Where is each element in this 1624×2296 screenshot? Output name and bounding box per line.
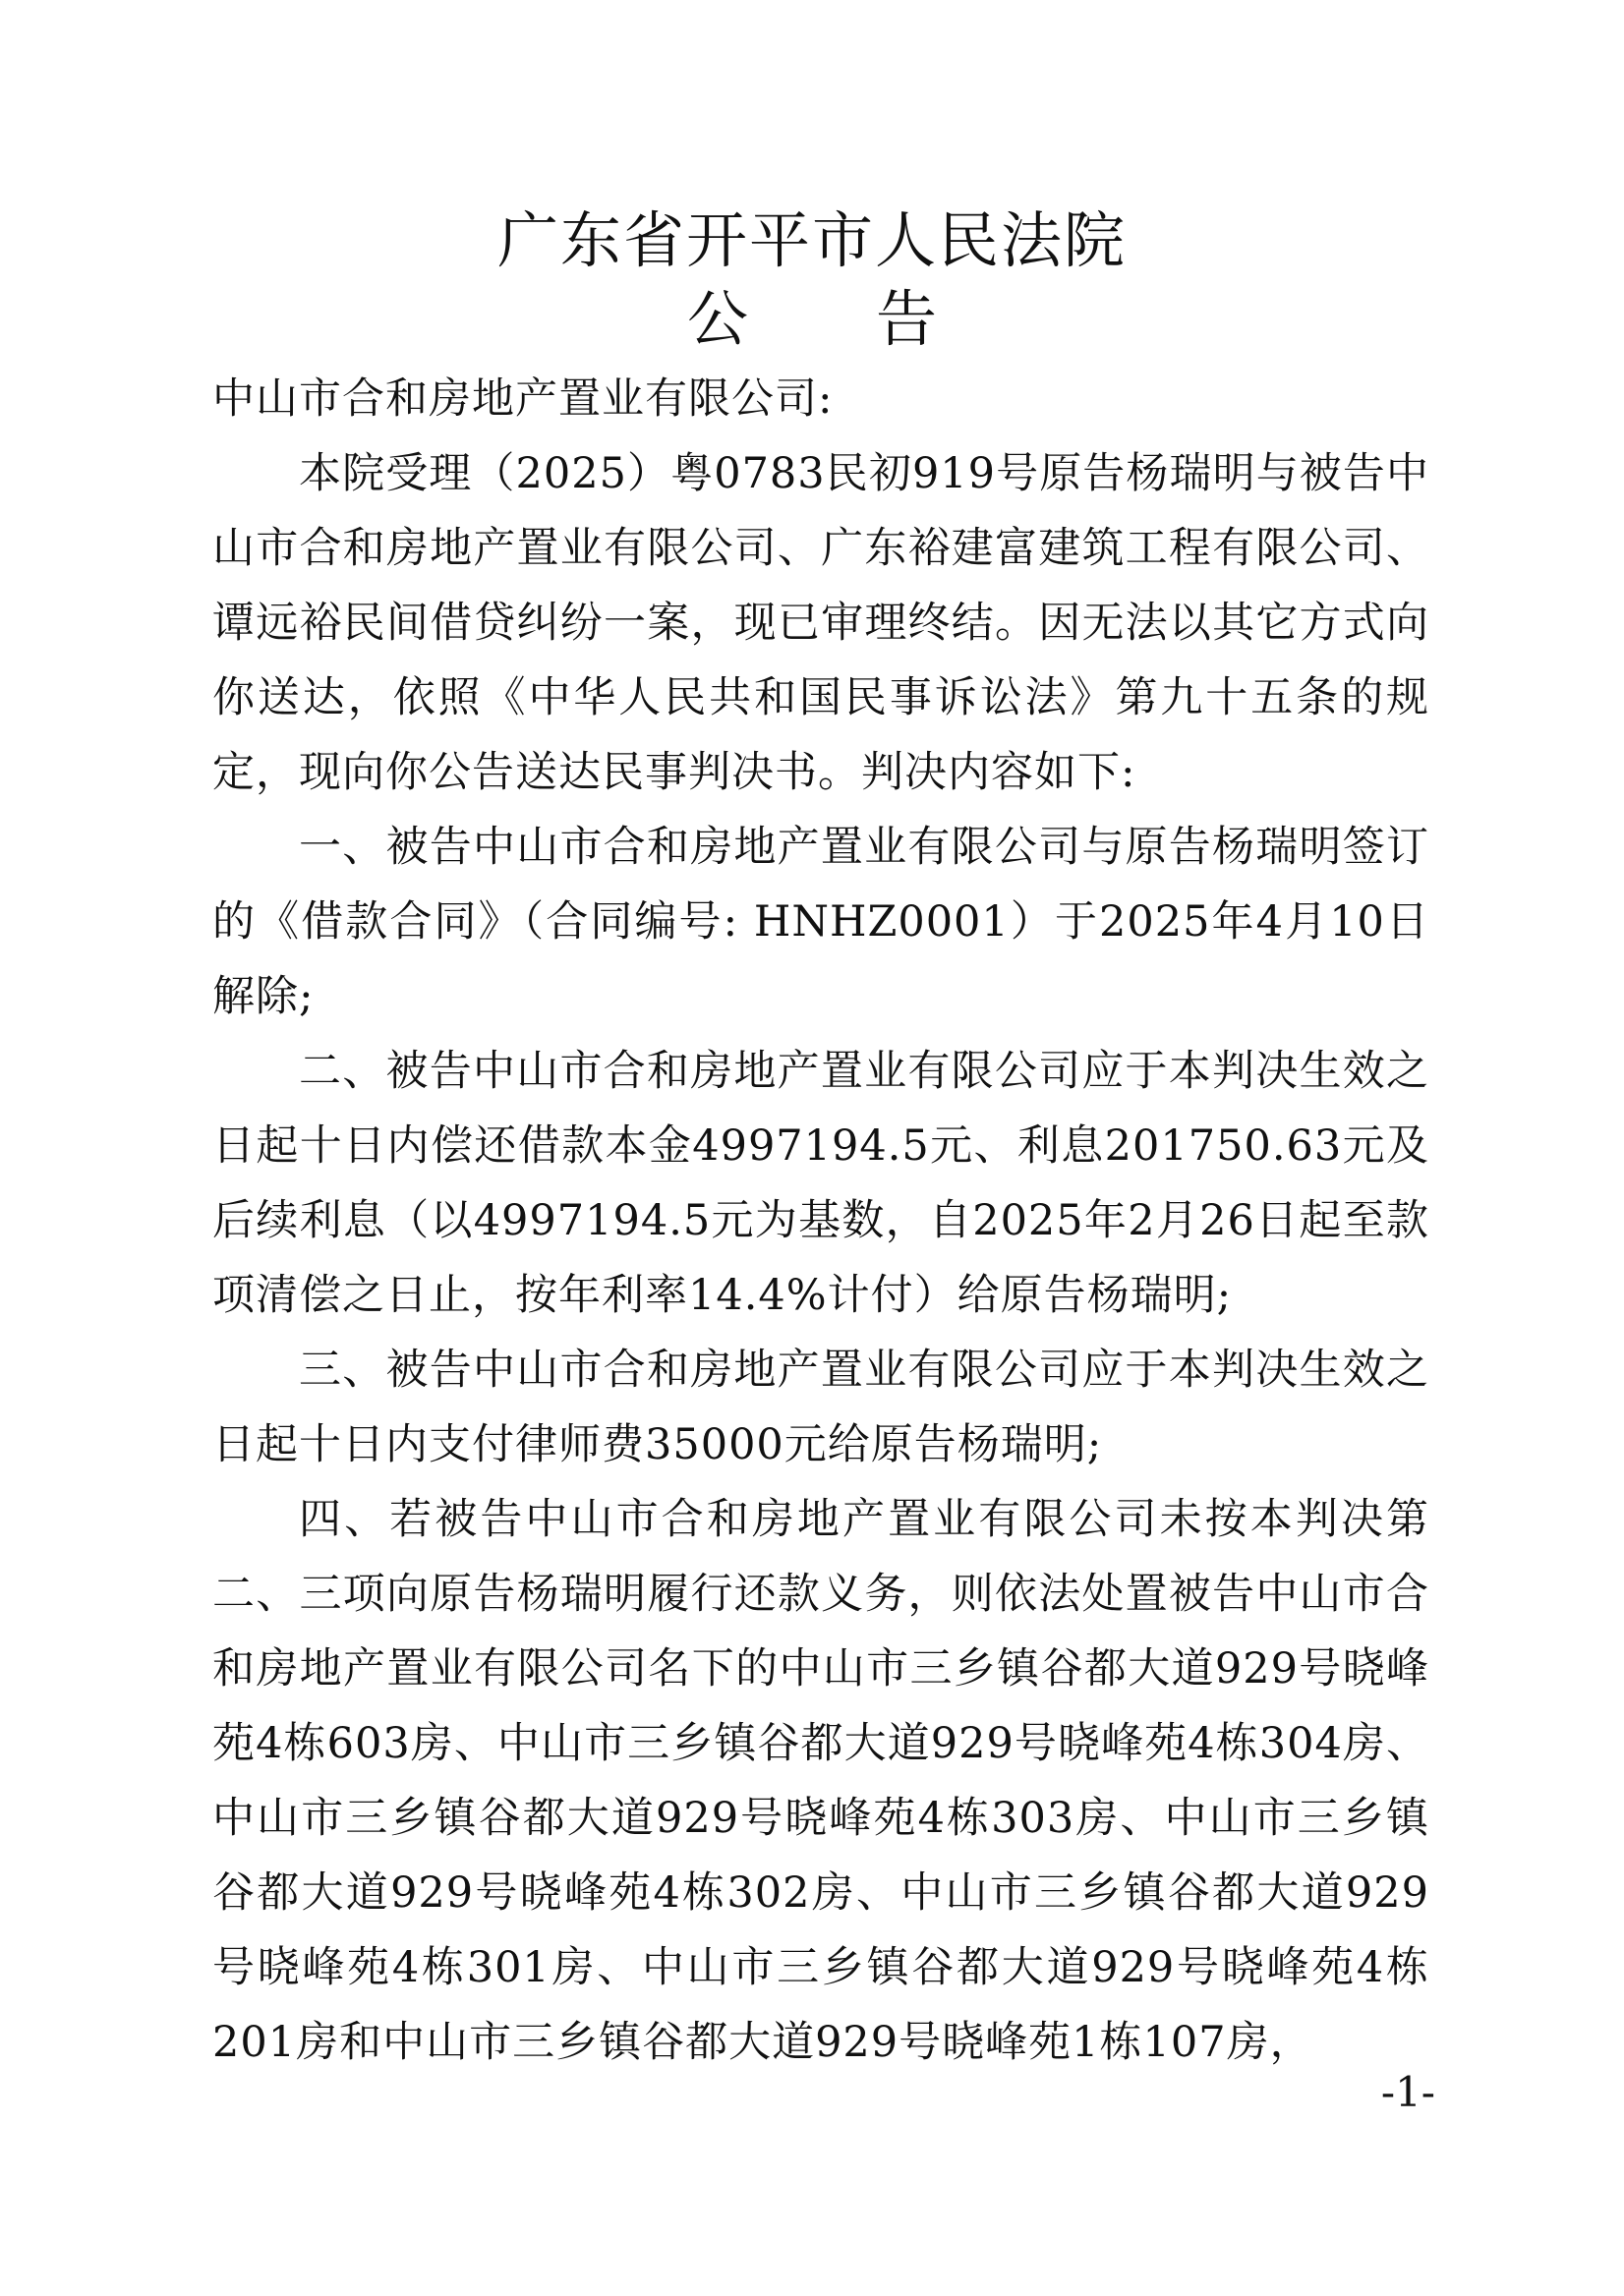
paragraph-item-4: 四、若被告中山市合和房地产置业有限公司未按本判决第二、三项向原告杨瑞明履行还款义务，则依法处置被告中山市合和房地产置业有限公司名下的中山市三乡镇谷都大道929号晓峰苑4栋603房、中山市三乡镇谷都大道929号晓峰苑4栋304房、中山市三乡镇谷都大道929号晓峰苑4栋303房、中山市三乡镇谷都大道929号晓峰苑4栋302房、中山市三乡镇谷都大道929号晓峰苑4栋301房、中山市三乡镇谷都大道929号晓峰苑4栋201房和中山市三乡镇谷都大道929号晓峰苑1栋107房， bbox=[212, 1495, 1429, 2067]
court-name-title: 广东省开平市人民法院 bbox=[496, 204, 1127, 276]
paragraph-intro: 本院受理（2025）粤0783民初919号原告杨瑞明与被告中山市合和房地产置业有限公司、广东裕建富建筑工程有限公司、谭远裕民间借贷纠纷一案，现已审理终结。因无法以其它方式向你送达，依照《中华人民共和国民事诉讼法》第九十五条的规定，现向你公告送达民事判决书。判决内容如下: bbox=[212, 449, 1429, 797]
document-type-char-1: 公 bbox=[686, 283, 748, 355]
paragraph-item-2: 二、被告中山市合和房地产置业有限公司应于本判决生效之日起十日内偿还借款本金4997194.5元、利息201750.63元及后续利息（以4997194.5元为基数，自2025年2月26日起至款项清偿之日止，按年利率14.4%计付）给原告杨瑞明; bbox=[212, 1047, 1429, 1320]
document-type-char-2: 告 bbox=[876, 283, 938, 355]
paragraph-item-3: 三、被告中山市合和房地产置业有限公司应于本判决生效之日起十日内支付律师费35000元给原告杨瑞明; bbox=[212, 1346, 1429, 1469]
document-type-title bbox=[0, 280, 1624, 359]
notice-body bbox=[212, 362, 1429, 2080]
page-number: -1- bbox=[1380, 2068, 1435, 2116]
paragraph-item-1: 一、被告中山市合和房地产置业有限公司与原告杨瑞明签订的《借款合同》（合同编号: HNHZ0001）于2025年4月10日解除; bbox=[212, 823, 1429, 1021]
addressee-line: 中山市合和房地产置业有限公司: bbox=[212, 374, 834, 424]
